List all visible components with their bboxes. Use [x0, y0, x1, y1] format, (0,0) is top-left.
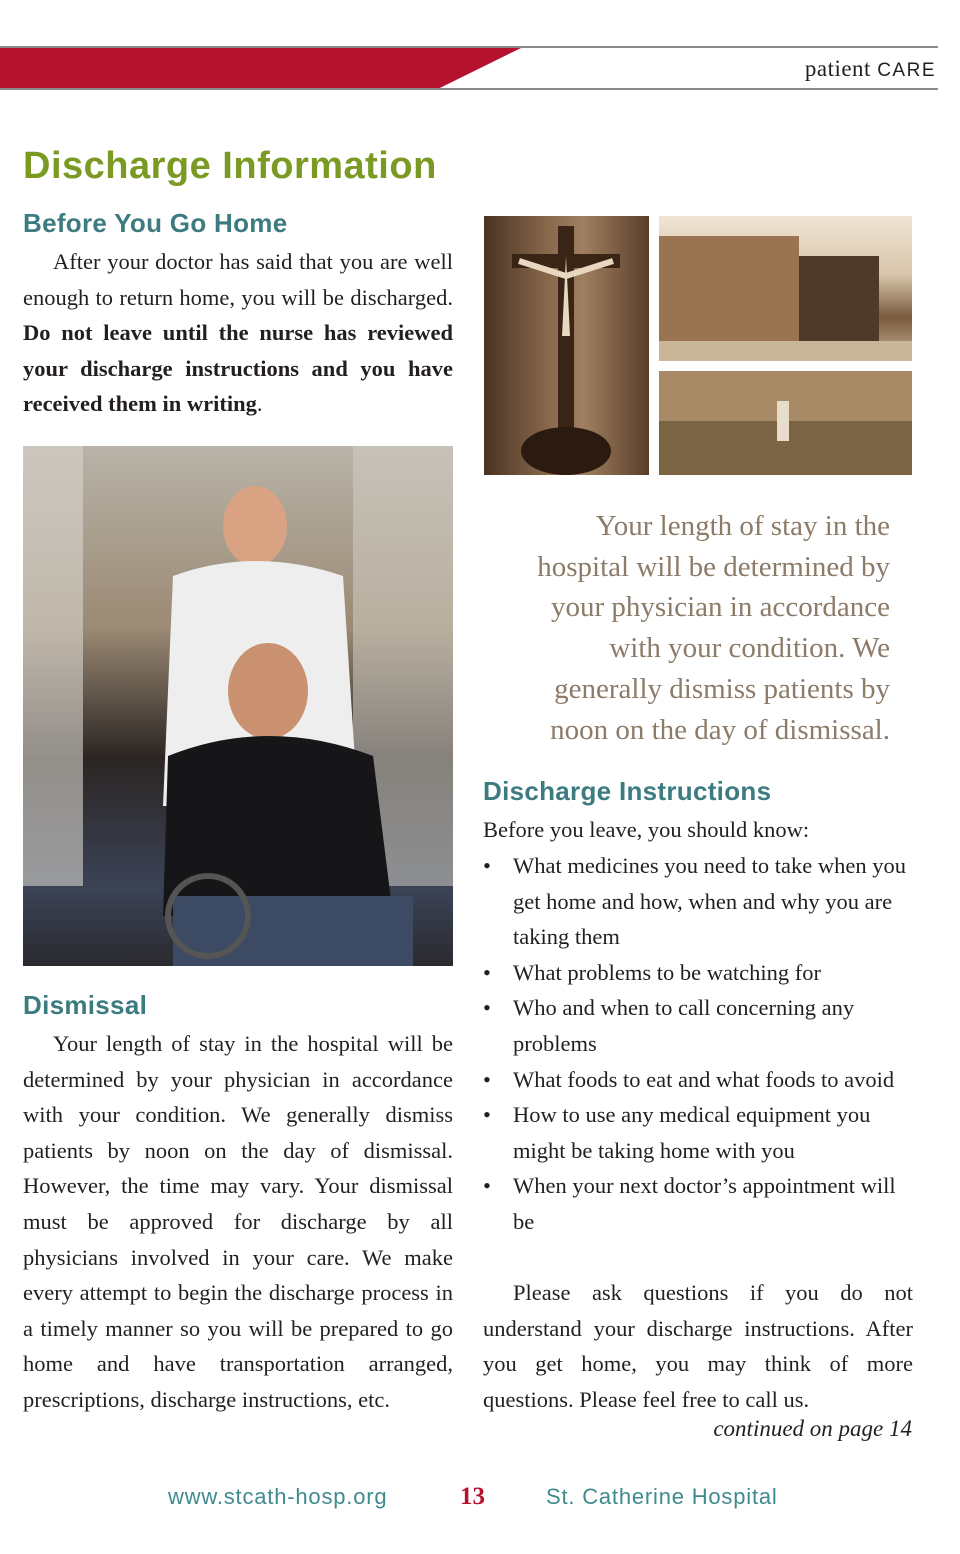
header-rule-bottom — [0, 88, 938, 90]
instructions-heading: Discharge Instructions — [483, 776, 772, 806]
list-item: • How to use any medical equipment you might be taking home with you — [483, 1097, 913, 1168]
section-label-prefix: patient — [804, 56, 871, 81]
crucifix-photo — [484, 216, 649, 475]
before-heading: Before You Go Home — [23, 208, 288, 238]
list-item: • Who and when to call concerning any problems — [483, 990, 913, 1061]
list-item: • What medicines you need to take when you get home and how, when and why you are taking them — [483, 848, 913, 955]
page-title: Discharge Information — [23, 145, 437, 187]
before-end-punct: . — [256, 391, 263, 417]
building-illustration — [659, 216, 912, 361]
header-rule-top — [0, 46, 938, 48]
header-red-band — [0, 46, 525, 90]
pull-quote: Your length of stay in the hospital will be determined by your physician in accordance with your condition. We generally dismiss patients by noon on the day of dismissal. — [537, 510, 890, 746]
list-item: • When your next doctor’s appointment will be — [483, 1168, 913, 1239]
list-item: • What foods to eat and what foods to avoid — [483, 1062, 913, 1098]
dismissal-heading: Dismissal — [23, 990, 148, 1020]
section-label — [805, 56, 936, 82]
before-text: After your doctor has said that you are well enough to return home, you will be discharged. — [23, 249, 453, 310]
before-bold-text: Do not leave until the nurse has reviewed your discharge instructions and you have received them in writing — [23, 320, 453, 417]
instructions-intro: Before you leave, you should know: — [483, 817, 810, 842]
courtyard-illustration — [659, 371, 912, 475]
hospital-name: St. Catherine Hospital — [546, 1484, 778, 1509]
doctor-patient-illustration — [23, 446, 453, 966]
instructions-closing: Please ask questions if you do not understand your discharge instructions. After you get home, you may think of more questions. Please feel free to call us. — [483, 1280, 913, 1412]
list-item: • What problems to be watching for — [483, 955, 913, 991]
before-paragraph — [23, 244, 453, 422]
hospital-building-photo — [659, 216, 912, 361]
instructions-list — [483, 848, 913, 1240]
section-label-caps: CARE — [877, 60, 936, 81]
dismissal-paragraph: Your length of stay in the hospital will be determined by your physician in accordance with your condition. We generally dismiss patients by noon on the day of dismissal. However, the time may vary. Your dismissal must be approved for discharge by all physicians involved in your care. We make every attempt to begin the discharge process in a timely manner so you will be prepared to go home and have transportation arranged, prescriptions, discharge instructions, etc. — [23, 1031, 453, 1412]
crucifix-illustration — [484, 216, 649, 475]
continued-note: continued on page 14 — [713, 1416, 912, 1441]
courtyard-photo — [659, 371, 912, 475]
doctor-patient-photo — [23, 446, 453, 966]
page-number: 13 — [460, 1483, 485, 1510]
website-link[interactable]: www.stcath-hosp.org — [168, 1484, 388, 1509]
